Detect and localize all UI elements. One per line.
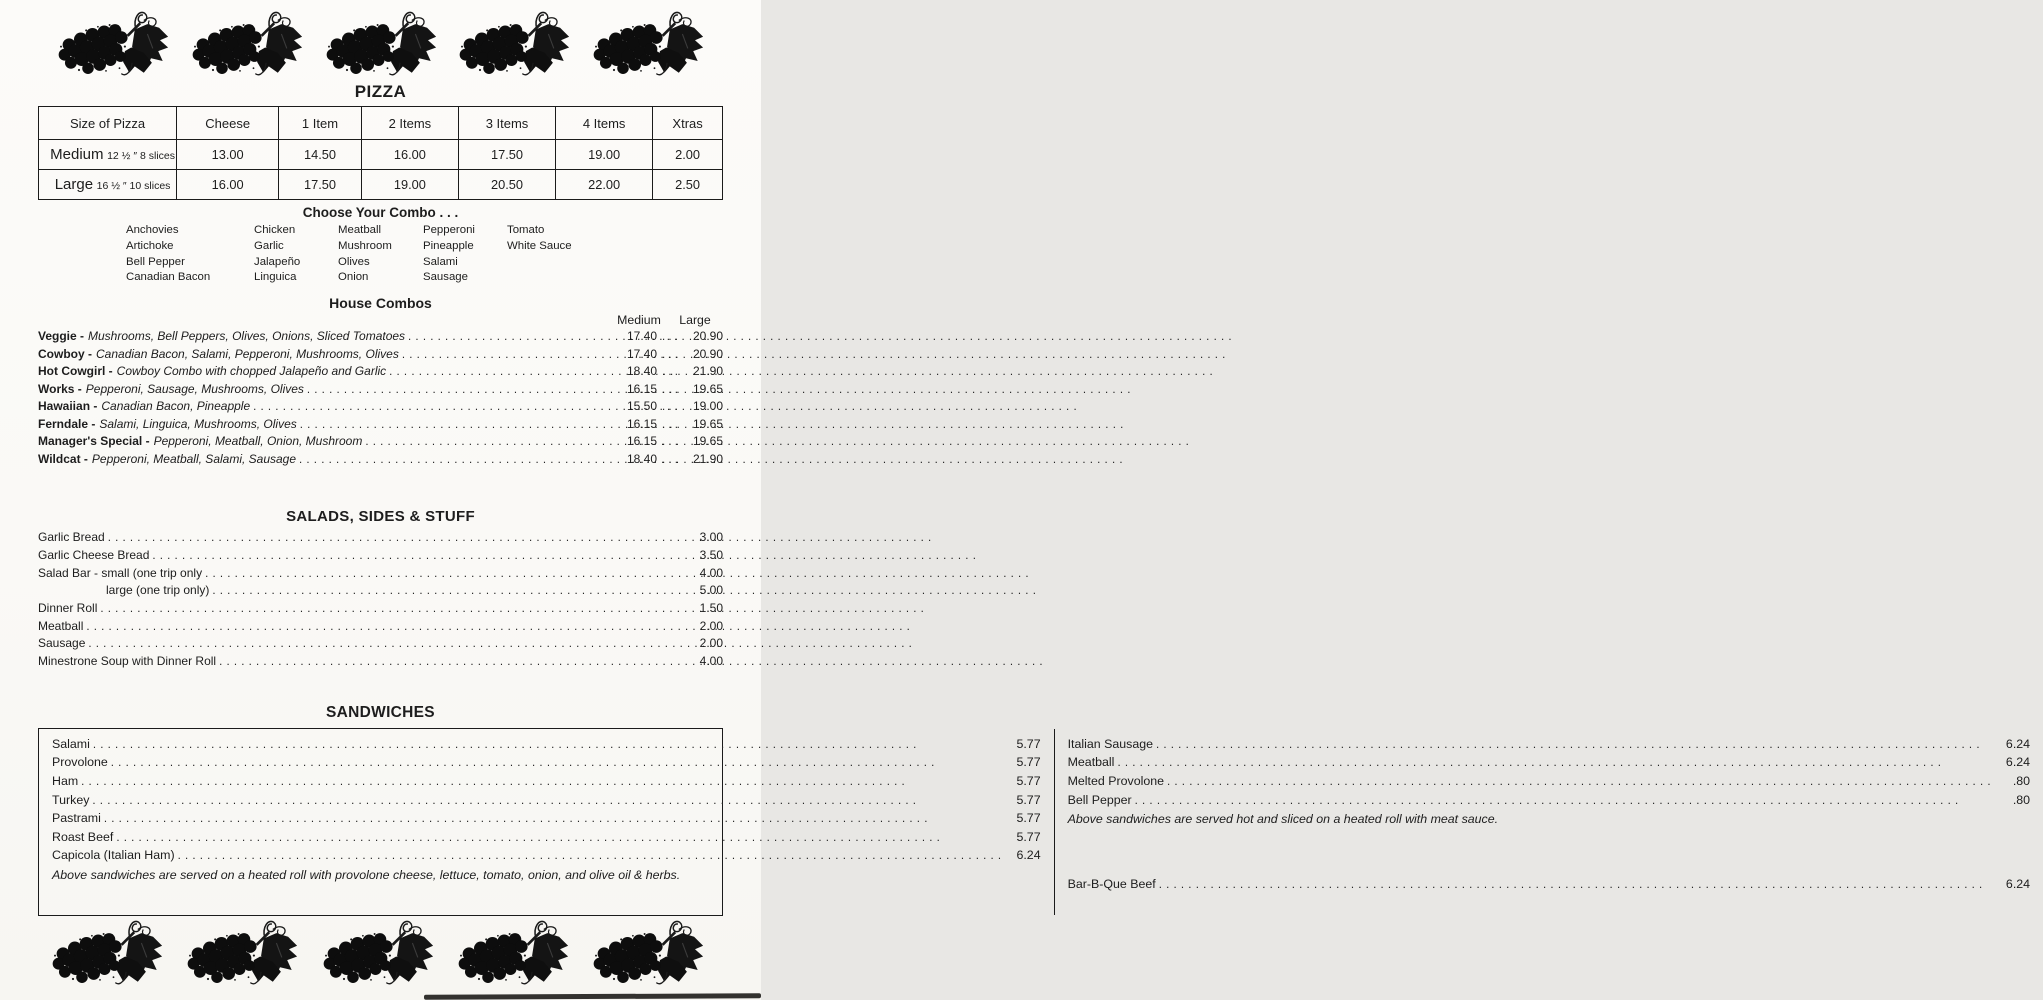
grapes-icon [324, 7, 442, 79]
item-price: 1.50 [699, 601, 723, 615]
item-price: 6.24 [2005, 755, 2031, 770]
combo-section-title: Choose Your Combo . . . [302, 205, 459, 220]
combo-name: Manager's Special - [38, 434, 150, 449]
col-header-xtras: Xtras [653, 107, 723, 140]
salads-list [38, 529, 723, 671]
dots-leader [402, 346, 614, 364]
item-label: Melted Provolone [1067, 774, 1165, 788]
topping-item: Bell Pepper [126, 255, 185, 268]
combo-name: Wildcat - [38, 451, 88, 466]
price-cell: 2.50 [653, 170, 723, 200]
item-label: Meatball [1067, 755, 1115, 770]
combo-description: Pepperoni, Meatball, Salami, Sausage [91, 451, 297, 466]
grapes-icon [591, 916, 709, 988]
size-detail: 12 ½ ″ 8 slices [107, 150, 175, 162]
item-price: 3.50 [699, 547, 723, 562]
medium-price: 18.40 [626, 451, 657, 466]
dots-leader [116, 829, 1001, 848]
price-cell: 22.00 [556, 170, 653, 200]
combo-row-ferndale [38, 416, 723, 434]
price-separator [657, 363, 683, 381]
medium-column-header: Medium [617, 313, 661, 328]
combo-name: Hawaiian - [38, 399, 98, 414]
topping-item: Garlic [254, 239, 284, 252]
combo-row-works [38, 381, 723, 399]
dots-leader [93, 736, 1002, 755]
grapes-icon [190, 7, 308, 79]
item-label: Capicola (Italian Ham) [52, 848, 175, 863]
large-price: 19.00 [692, 399, 723, 414]
topping-item: Canadian Bacon [126, 271, 211, 284]
item-price: 4.00 [699, 565, 723, 580]
dots-leader [104, 810, 1002, 829]
item-label: Minestrone Soup with Dinner Roll [38, 654, 217, 669]
topping-item: Jalapeño [254, 255, 301, 268]
dots-leader [205, 565, 684, 583]
menu-row-bell-pepper [1068, 792, 2030, 811]
topping-item: Tomato [507, 224, 545, 236]
grapes-icon [56, 7, 174, 79]
menu-row-sausage [38, 635, 723, 653]
dots-leader [307, 381, 614, 399]
item-label: Meatball [38, 618, 84, 633]
grapes-icon [185, 916, 303, 988]
combo-row-veggie [38, 328, 723, 346]
table-row-large [39, 170, 723, 200]
large-price: 19.65 [692, 416, 723, 431]
combo-description: Pepperoni, Meatball, Onion, Mushroom [153, 434, 363, 449]
large-price: 19.65 [692, 381, 723, 396]
item-price: 6.24 [2005, 736, 2031, 751]
item-price: 6.24 [1016, 848, 1041, 863]
dots-leader [299, 451, 614, 469]
sandwiches-left-column [39, 729, 1055, 915]
size-name: Large [54, 176, 94, 193]
dots-leader [1135, 792, 1991, 811]
item-price: 2.00 [699, 618, 723, 633]
item-label: Garlic Bread [38, 530, 105, 545]
dots-leader [253, 398, 614, 416]
item-label: Bar-B-Que Beef [1067, 877, 1156, 892]
toppings-column-4 [423, 223, 507, 286]
large-price: 20.90 [692, 329, 723, 344]
price-cell: 13.00 [177, 140, 279, 170]
item-price: 5.77 [1016, 829, 1041, 844]
price-separator [657, 398, 683, 416]
item-price: 3.00 [699, 530, 723, 545]
menu-row-melted-provolone [1068, 773, 2030, 792]
item-label: Garlic Cheese Bread [38, 547, 150, 562]
toppings-column-2 [254, 223, 338, 286]
dots-leader [1167, 773, 1991, 792]
dots-leader [1117, 754, 1991, 773]
col-header-4items: 4 Items [556, 107, 653, 140]
medium-price: 16.15 [626, 381, 657, 396]
dots-leader [86, 618, 684, 636]
item-price: 5.77 [1016, 755, 1041, 770]
medium-price: 16.15 [626, 416, 657, 431]
item-label: Sausage [38, 636, 86, 651]
menu-row-salad-bar-large [38, 582, 723, 600]
sandwiches-box [38, 728, 2031, 916]
item-label: Bell Pepper [1067, 792, 1132, 807]
item-label: Salami [52, 736, 90, 751]
menu-row-provolone [52, 754, 1041, 773]
dots-leader [1156, 736, 1991, 755]
price-cell: 2.00 [653, 140, 723, 170]
menu-row-garlic-cheese-bread [38, 547, 723, 565]
menu-row-meatball-sandwich [1068, 754, 2030, 773]
menu-row-salad-bar-small [38, 565, 723, 583]
medium-price: 17.40 [626, 346, 657, 361]
combo-description: Pepperoni, Sausage, Mushrooms, Olives [85, 381, 304, 396]
menu-row-ham [52, 773, 1041, 792]
sandwiches-left-note: Above sandwiches are served on a heated roll with provolone cheese, lettuce, tomato, onion, and olive oil & herbs. [52, 867, 681, 882]
medium-price: 18.40 [626, 364, 657, 379]
menu-row-capicola [52, 847, 1041, 866]
item-label: Provolone [52, 755, 108, 770]
item-price: .80 [2012, 774, 2031, 788]
toppings-column-3 [338, 223, 423, 286]
menu-row-minestrone [38, 653, 723, 671]
price-separator [657, 451, 683, 469]
price-cell: 17.50 [458, 140, 555, 170]
dots-leader [1159, 876, 1991, 895]
table-header-row [39, 107, 723, 140]
item-price: 5.00 [699, 583, 723, 598]
topping-item: Salami [423, 255, 458, 268]
topping-item: White Sauce [507, 239, 572, 252]
combo-row-hot-cowgirl [38, 363, 723, 381]
price-cell: 16.00 [177, 170, 279, 200]
combo-name: Works - [38, 381, 82, 396]
size-name: Medium [50, 146, 104, 163]
combo-name: Hot Cowgirl - [38, 364, 113, 379]
topping-item: Mushroom [338, 239, 392, 252]
top-ornament-row [0, 0, 761, 76]
large-price: 19.65 [692, 434, 723, 449]
grapes-icon [321, 916, 439, 988]
topping-item: Olives [338, 255, 370, 268]
grapes-icon [456, 916, 574, 988]
dots-leader [178, 847, 1002, 866]
table-row-medium [39, 140, 723, 170]
price-cell: 17.50 [279, 170, 362, 200]
combo-name: Ferndale - [38, 416, 96, 431]
combo-size-headers [38, 313, 723, 327]
menu-row-salami [52, 736, 1041, 755]
col-header-cheese: Cheese [177, 107, 279, 140]
combo-row-managers-special [38, 433, 723, 451]
topping-item: Chicken [254, 224, 296, 236]
topping-item: Anchovies [126, 224, 179, 236]
topping-item: Pepperoni [423, 224, 475, 236]
topping-item: Meatball [338, 224, 382, 236]
item-price: 2.00 [699, 636, 723, 651]
combo-description: Cowboy Combo with chopped Jalapeño and Garlic [116, 364, 387, 379]
topping-item: Onion [338, 271, 369, 284]
dots-leader [111, 754, 1002, 773]
combo-description: Canadian Bacon, Pineapple [101, 399, 251, 414]
menu-row-roast-beef [52, 829, 1041, 848]
item-price: 5.77 [1016, 811, 1041, 826]
price-separator [657, 381, 683, 399]
combo-description: Mushrooms, Bell Peppers, Olives, Onions, Sliced Tomatoes [88, 329, 406, 344]
menu-row-bbq-beef [1068, 876, 2030, 895]
medium-price: 16.15 [626, 434, 657, 449]
dots-leader [365, 433, 614, 451]
item-label: Italian Sausage [1067, 736, 1154, 751]
price-separator [657, 346, 683, 364]
combo-name: Veggie - [38, 329, 85, 344]
combo-row-wildcat [38, 451, 723, 469]
large-column-header: Large [679, 313, 711, 328]
sandwiches-right-note: Above sandwiches are served hot and sliced on a heated roll with meat sauce. [1067, 812, 1499, 827]
dots-leader [152, 547, 684, 565]
item-price: 5.77 [1016, 774, 1041, 788]
sandwiches-right-column [1055, 729, 2043, 915]
topping-item: Artichoke [126, 239, 174, 252]
col-header-1item: 1 Item [279, 107, 362, 140]
dots-leader [92, 792, 1001, 811]
item-price: 6.24 [2005, 877, 2031, 892]
sandwiches-section-title: SANDWICHES [326, 703, 435, 721]
size-cell [39, 170, 177, 200]
grapes-icon [50, 916, 168, 988]
combo-row-cowboy [38, 346, 723, 364]
item-label: Roast Beef [52, 829, 114, 844]
dots-leader [88, 635, 684, 653]
toppings-list [126, 223, 723, 286]
house-combos-list [38, 328, 723, 468]
large-price: 21.90 [692, 451, 723, 466]
menu-row-dinner-roll [38, 600, 723, 618]
item-label: Ham [52, 774, 79, 788]
topping-item: Pineapple [423, 239, 474, 252]
combo-description: Canadian Bacon, Salami, Pepperoni, Mushrooms, Olives [96, 346, 399, 361]
salads-section-title: SALADS, SIDES & STUFF [286, 508, 475, 526]
topping-item: Linguica [254, 271, 297, 284]
item-price: 4.00 [699, 654, 723, 669]
bottom-ornament-row [0, 916, 761, 996]
price-separator [657, 328, 683, 346]
menu-row-italian-sausage [1068, 736, 2030, 755]
item-label: Turkey [52, 792, 90, 807]
dots-leader [108, 529, 684, 547]
medium-price: 17.40 [626, 329, 657, 344]
col-header-size: Size of Pizza [39, 107, 177, 140]
col-header-3items: 3 Items [458, 107, 555, 140]
item-label: Salad Bar - small (one trip only [38, 565, 203, 580]
grapes-icon [457, 7, 575, 79]
col-header-2items: 2 Items [361, 107, 458, 140]
price-cell: 19.00 [361, 170, 458, 200]
item-label: large (one trip only) [106, 583, 210, 598]
house-combos-title: House Combos [329, 295, 432, 312]
combo-name: Cowboy - [38, 346, 92, 361]
scan-edge-artifact [424, 993, 761, 999]
item-price: 5.77 [1016, 736, 1041, 751]
price-cell: 14.50 [279, 140, 362, 170]
price-cell: 16.00 [361, 140, 458, 170]
price-cell: 20.50 [458, 170, 555, 200]
item-label: Pastrami [52, 811, 101, 826]
dots-leader [389, 363, 614, 381]
menu-row-garlic-bread [38, 529, 723, 547]
combo-row-hawaiian [38, 398, 723, 416]
price-separator [657, 416, 683, 434]
price-cell: 19.00 [556, 140, 653, 170]
large-price: 20.90 [692, 346, 723, 361]
item-price: 5.77 [1016, 792, 1041, 807]
toppings-column-5 [507, 223, 723, 286]
dots-leader [408, 328, 614, 346]
pizza-section-title: PIZZA [354, 82, 407, 101]
menu-row-pastrami [52, 810, 1041, 829]
topping-item: Sausage [423, 271, 468, 284]
dots-leader [81, 773, 1001, 792]
dots-leader [100, 600, 684, 618]
price-separator [657, 433, 683, 451]
menu-row-turkey [52, 792, 1041, 811]
dots-leader [300, 416, 614, 434]
size-detail: 16 ½ ″ 10 slices [96, 180, 171, 192]
item-price: .80 [2012, 792, 2031, 807]
size-cell [39, 140, 177, 170]
medium-price: 15.50 [626, 399, 657, 414]
pizza-price-table [38, 106, 723, 200]
combo-description: Salami, Linguica, Mushrooms, Olives [99, 416, 297, 431]
menu-row-meatball [38, 618, 723, 636]
toppings-column-1 [126, 223, 254, 286]
grapes-icon [591, 7, 709, 79]
dots-leader [212, 582, 684, 600]
dots-leader [219, 653, 684, 671]
item-label: Dinner Roll [38, 601, 98, 615]
large-price: 21.90 [692, 364, 723, 379]
